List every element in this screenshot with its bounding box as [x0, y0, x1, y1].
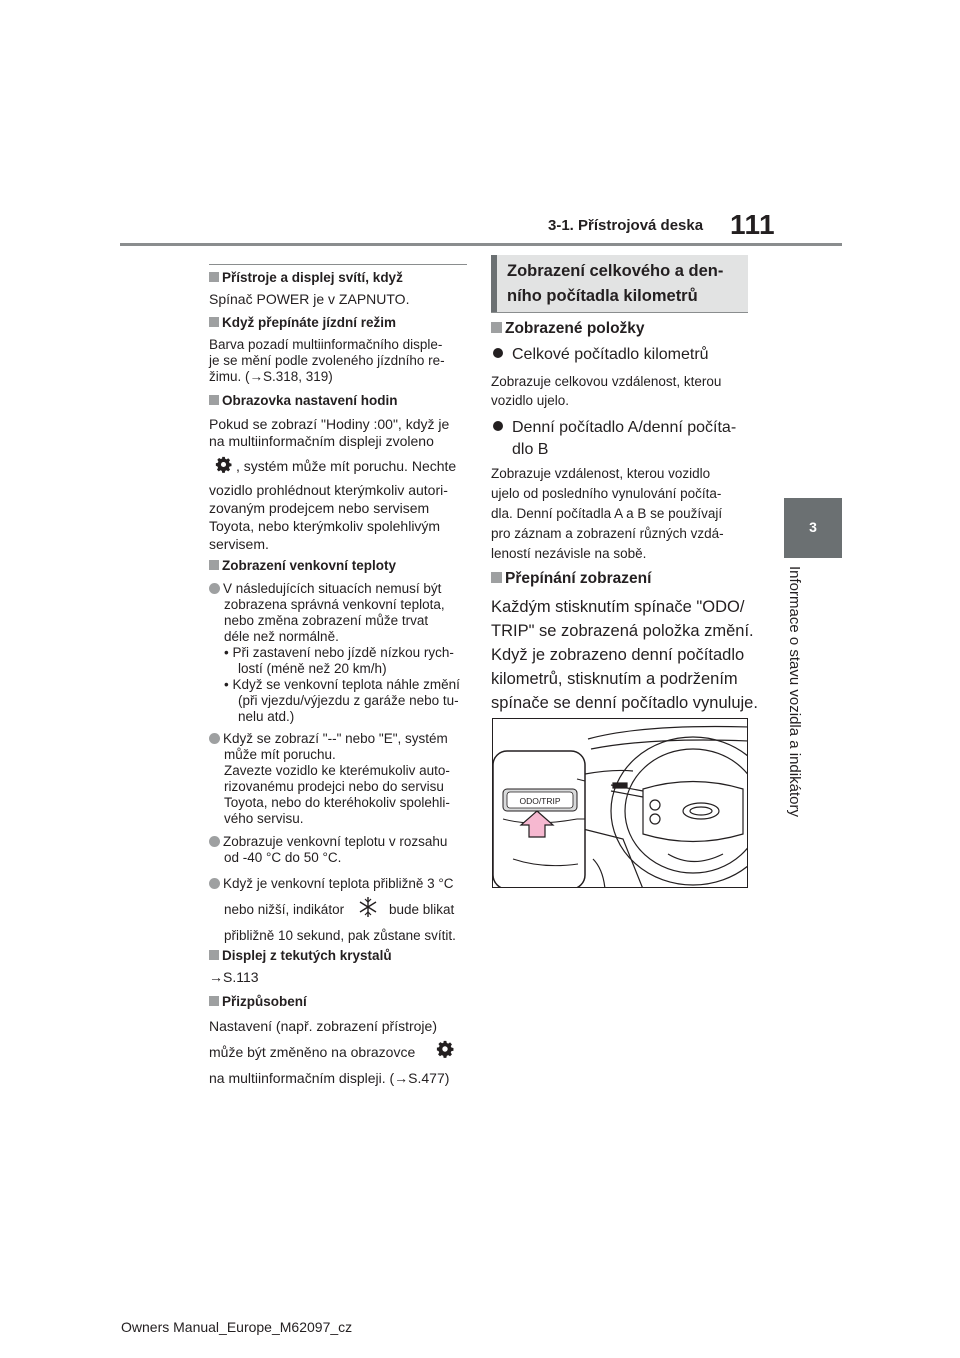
- settings-gear-icon: [436, 1040, 454, 1058]
- heading-outside-temp: Zobrazení venkovní teploty: [209, 558, 396, 573]
- text-line: bude blikat: [389, 902, 455, 917]
- text-line: může mít poruchu.: [224, 747, 336, 762]
- round-bullet-icon: [209, 733, 220, 744]
- text-line: Nastavení (např. zobrazení přístroje): [209, 1018, 437, 1034]
- text-line: přibližně 10 sekund, pak zůstane svítit.: [224, 928, 456, 943]
- square-bullet-icon: [209, 395, 219, 405]
- text-line: nelu atd.): [238, 709, 295, 724]
- heading-drive-mode: Když přepínáte jízdní režim: [209, 315, 396, 330]
- bullet-odometer: Celkové počítadlo kilometrů: [491, 344, 709, 366]
- left-column-rule: [209, 264, 467, 265]
- text-line: Barva pozadí multiinformačního disple-: [209, 337, 443, 352]
- text-line: • Při zastavení nebo jízdě nízkou rych-: [224, 645, 454, 660]
- footer-text: Owners Manual_Europe_M62097_cz: [121, 1319, 353, 1335]
- heading-switching-display: Přepínání zobrazení: [491, 570, 651, 588]
- settings-gear-icon: [215, 456, 232, 473]
- square-bullet-icon: [209, 272, 219, 282]
- text-line: od -40 °C do 50 °C.: [224, 850, 342, 865]
- bullet-item: Zobrazuje venkovní teplotu v rozsahu: [209, 834, 447, 850]
- text-line: zovaným prodejcem nebo servisem: [209, 500, 430, 516]
- text-line: vozidlo prohlédnout kterýmkoliv autori-: [209, 482, 448, 498]
- text-line: rizovanému prodejci nebo do servisu: [224, 779, 444, 794]
- heading-customization: Přizpůsobení: [209, 994, 307, 1009]
- text-line: (při vjezdu/výjezdu z garáže nebo tu-: [238, 693, 459, 708]
- chapter-number: 3: [809, 519, 817, 535]
- text-line: leností nezávisle na sobě.: [491, 546, 647, 561]
- round-bullet-icon: [209, 836, 220, 847]
- text-line: Zobrazuje vzdálenost, kterou vozidlo: [491, 466, 711, 481]
- dot-bullet-icon: [493, 348, 503, 358]
- text-line: zobrazena správná venkovní teplota,: [224, 597, 445, 612]
- text-line: vého servisu.: [224, 811, 304, 826]
- text-line: ujelo od posledního vynulování počíta-: [491, 486, 722, 501]
- square-bullet-icon: [209, 317, 219, 327]
- bullet-trip-meter: Denní počítadlo A/denní počíta-: [491, 417, 736, 439]
- text-line: Když je zobrazeno denní počítadlo: [491, 646, 745, 664]
- page-number: 111: [730, 209, 776, 240]
- text-line: Každým stisknutím spínače "ODO/: [491, 598, 745, 616]
- text-line: lostí (méně než 20 km/h): [238, 661, 387, 676]
- text-line: dlo B: [512, 441, 549, 458]
- text-line: dla. Denní počítadla A a B se používají: [491, 506, 723, 521]
- text-line: Zobrazuje celkovou vzdálenost, kterou: [491, 374, 722, 389]
- header-divider: [120, 243, 842, 246]
- section-title-box: [491, 255, 748, 312]
- text-line: Pokud se zobrazí "Hodiny :00", když je: [209, 416, 450, 432]
- odo-trip-switch-illustration: [492, 718, 748, 888]
- chapter-title: Informace o stavu vozidla a indikátory: [786, 566, 803, 817]
- square-bullet-icon: [209, 996, 219, 1006]
- text-line: Toyota, nebo kterýmkoliv spolehlivým: [209, 518, 441, 534]
- text-line: pro záznam a zobrazení různých vzdá-: [491, 526, 724, 541]
- heading-displayed-items: Zobrazené položky: [491, 320, 645, 338]
- text-line: kilometrů, stisknutím a podržením: [491, 670, 738, 688]
- round-bullet-icon: [209, 583, 220, 594]
- text-line: může být změněno na obrazovce: [209, 1044, 416, 1060]
- text-line: Zavezte vozidlo ke kterémukoliv auto-: [224, 763, 450, 778]
- text-line: vozidlo ujelo.: [491, 393, 570, 408]
- text-line: Toyota, nebo do kteréhokoliv spolehli-: [224, 795, 450, 810]
- text-line: servisem.: [209, 536, 269, 552]
- heading-lcd: Displej z tekutých krystalů: [209, 948, 392, 963]
- square-bullet-icon: [209, 950, 219, 960]
- ice-warning-icon: [357, 895, 379, 919]
- bullet-item: Když je venkovní teplota přibližně 3 °C: [209, 876, 454, 892]
- text-line: je se mění podle zvoleného jízdního re-: [209, 353, 445, 368]
- text-line: • Když se venkovní teplota náhle změní: [224, 677, 460, 692]
- section-title-line: ního počítadla kilometrů: [507, 287, 698, 305]
- text-line: nebo nižší, indikátor: [224, 902, 345, 917]
- round-bullet-icon: [209, 878, 220, 889]
- bullet-item: Když se zobrazí "--" nebo "E", systém: [209, 731, 448, 747]
- text-line: déle než normálně.: [224, 629, 339, 644]
- heading-clock-screen: Obrazovka nastavení hodin: [209, 393, 398, 408]
- section-title: 3-1. Přístrojová deska: [548, 217, 704, 234]
- square-bullet-icon: [491, 322, 502, 333]
- bullet-item: V následujících situacích nemusí být: [209, 581, 441, 597]
- dashboard-drawing: [493, 719, 748, 888]
- square-bullet-icon: [209, 560, 219, 570]
- section-title-rule: [491, 312, 748, 313]
- text-line: nebo změna zobrazení může trvat: [224, 613, 429, 628]
- text-line: na multiinformačním displeji. (→S.477): [209, 1070, 450, 1086]
- text-line: TRIP" se zobrazená položka změní.: [491, 622, 754, 640]
- text-line: , systém může mít poruchu. Nechte: [236, 458, 457, 474]
- section-title-line: Zobrazení celkového a den-: [507, 262, 724, 280]
- text-power-switch: Spínač POWER je v ZAPNUTO.: [209, 291, 410, 307]
- text-line: spínače se denní počítadlo vynuluje.: [491, 694, 758, 712]
- heading-instruments-lit: Přístroje a displej svítí, když: [209, 270, 403, 285]
- text-line: na multiinformačním displeji zvoleno: [209, 433, 434, 449]
- text-line: žimu. (→S.318, 319): [209, 369, 333, 384]
- text-page-reference: →S.113: [209, 969, 259, 985]
- dot-bullet-icon: [493, 421, 503, 431]
- square-bullet-icon: [491, 572, 502, 583]
- odo-trip-button-label: ODO/TRIP: [519, 796, 561, 806]
